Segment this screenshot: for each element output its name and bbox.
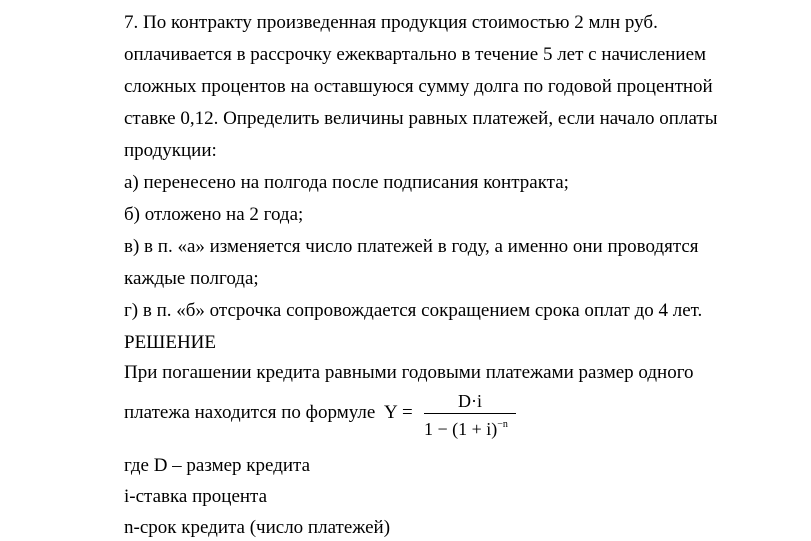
definition-n: n-срок кредита (число платежей) xyxy=(124,517,391,538)
problem-line: 7. По контракту произведенная продукция стоимостью 2 млн руб. xyxy=(124,12,658,33)
problem-item-d: г) в п. «б» отсрочка сопровождается сокращением срока оплат до 4 лет. xyxy=(124,300,703,321)
solution-intro: При погашении кредита равными годовыми платежами размер одного xyxy=(124,362,694,383)
problem-item-b: б) отложено на 2 года; xyxy=(124,204,304,225)
definition-i: i-ставка процента xyxy=(124,486,268,507)
solution-heading: РЕШЕНИЕ xyxy=(124,332,216,353)
payment-formula xyxy=(384,392,514,440)
problem-line: оплачивается в рассрочку ежеквартально в течение 5 лет с начислением xyxy=(124,44,707,65)
formula-lhs: Y xyxy=(384,402,398,423)
formula-numerator: D·i xyxy=(458,391,482,411)
problem-line: сложных процентов на оставшуюся сумму долга по годовой процентной xyxy=(124,76,713,97)
formula-exponent: −n xyxy=(497,419,508,430)
fraction-bar xyxy=(424,413,516,414)
formula-denominator-wrap xyxy=(424,415,516,439)
problem-line: продукции: xyxy=(124,140,217,161)
formula-lead: платежа находится по формуле xyxy=(124,402,376,423)
problem-line: ставке 0,12. Определить величины равных платежей, если начало оплаты xyxy=(124,108,718,129)
formula-line xyxy=(124,392,624,442)
problem-item-a: а) перенесено на полгода после подписания контракта; xyxy=(124,172,569,193)
formula-denominator: 1 − (1 + i) xyxy=(424,419,498,439)
problem-item-c-cont: каждые полгода; xyxy=(124,268,259,289)
definition-d: где D – размер кредита xyxy=(124,455,311,476)
problem-item-c: в) в п. «а» изменяется число платежей в году, а именно они проводятся xyxy=(124,236,699,257)
formula-equals: = xyxy=(402,402,413,423)
